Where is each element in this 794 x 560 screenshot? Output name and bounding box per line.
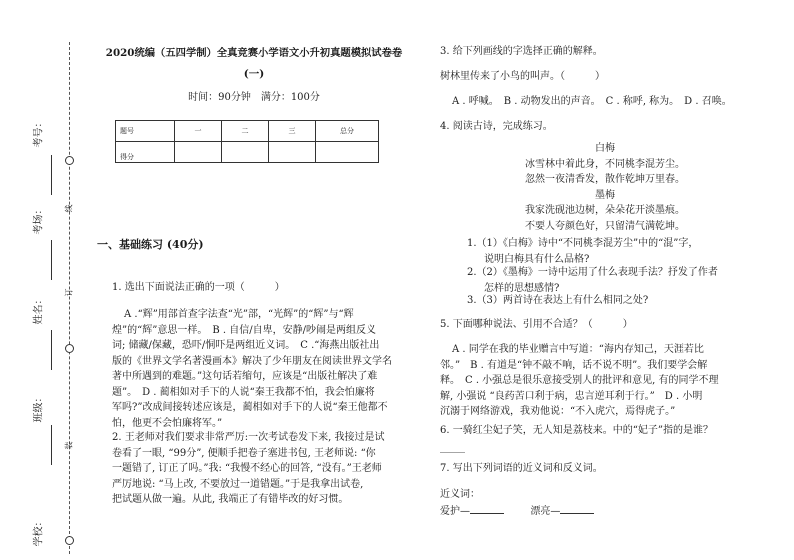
q1-line: 军吗?”改成间接转述应该是，蔺相如对手下的人说“秦王他都不 bbox=[112, 402, 388, 413]
q1-line: A .“辉”用部首查字法查“光”部，“光辉”的“辉”与“辉 bbox=[124, 309, 354, 320]
exam-meta: 时间：90分钟 满分：100分 bbox=[188, 92, 320, 103]
q4-sub-2-line: 2.（2）《墨梅》一诗中运用了什么表现手法？抒发了作者 bbox=[467, 267, 718, 278]
score-header-cell: 题号 bbox=[116, 121, 175, 142]
binding-dashed-line bbox=[69, 42, 70, 554]
binding-mark-ding: 订 bbox=[64, 288, 74, 297]
q5-line: 解, 小强说 “良药苦口利于病，忠言逆耳利于行。” D . 小明 bbox=[440, 390, 703, 402]
q1-stem: 1. 选出下面说法正确的一项（ ） bbox=[112, 282, 285, 293]
q7-word-2: 漂亮— bbox=[530, 506, 561, 517]
q2-line: 一题错了, 订正了吗。”我: “我慢不经心的回答, “没有。”王老师 bbox=[112, 463, 382, 474]
poem-title: 墨梅 bbox=[595, 189, 615, 201]
q7-blank-1[interactable] bbox=[470, 503, 504, 514]
binding-mark-xian: 线 bbox=[64, 204, 74, 213]
q1-line: 词; 储藏/保藏，恐吓/恫吓是两组近义词。 C .“海燕出版社出 bbox=[112, 340, 380, 351]
score-header-cell: 三 bbox=[269, 121, 316, 142]
q7-label: 近义词： bbox=[440, 489, 480, 500]
binding-hole bbox=[65, 156, 74, 165]
q4-stem: 4. 阅读古诗，完成练习。 bbox=[440, 121, 553, 132]
field-banji[interactable] bbox=[51, 425, 52, 465]
field-kaohao[interactable] bbox=[51, 155, 52, 195]
q6-stem: 6. 一骑红尘妃子笑，无人知是荔枝来。中的“妃子”指的是谁？ bbox=[440, 425, 713, 436]
poem-line: 忽然一夜清香发，散作乾坤万里春。 bbox=[525, 174, 685, 185]
q2-line: 把试题从做一遍。从此, 我端正了有错毕改的好习惯。 bbox=[112, 494, 349, 505]
score-cell[interactable] bbox=[222, 142, 269, 163]
score-cell[interactable] bbox=[175, 142, 222, 163]
q1-line: 著中所遇到的难题。”这句话若缩句，应该是“出版社解决了难 bbox=[112, 371, 378, 382]
q5-stem: 5. 下面哪种说法、引用不合适？（ ） bbox=[440, 319, 633, 330]
q2-line: 卷看了一眼, “99分”, 便顺手把卷子塞进书包, 王老师说: “你 bbox=[112, 447, 376, 459]
q1-line: 怕，他更不会怕廉将军。” bbox=[112, 417, 223, 429]
q1-line: 版的《世界文学名著漫画本》解决了少年朋友在阅读世界文学名 bbox=[112, 355, 392, 367]
page-title: 2020统编（五四学制）全真竞赛小学语文小升初真题模拟试卷卷 bbox=[105, 47, 403, 59]
score-table-row bbox=[116, 142, 379, 163]
q5-line: 释。 C . 小强总是很乐意接受别人的批评和意见, 有的同学不理 bbox=[440, 375, 719, 386]
label-xingming: 姓名： bbox=[33, 294, 45, 325]
binding-hole bbox=[65, 536, 74, 545]
q2-block bbox=[112, 430, 422, 508]
q1-line: 煌”的“辉”意思一样。 B . 自信/自卑，安静/吵闹是两组反义 bbox=[112, 324, 376, 336]
q4-sub-3: 3.（3）两首诗在表达上有什么相同之处? bbox=[467, 295, 649, 306]
q5-line: 沉溺于网络游戏，我劝他说：“不入虎穴，焉得虎子。” bbox=[440, 406, 676, 417]
q5-line: 邻。” B . 有道是“钟不敲不响，话不说不明”。我们要学会解 bbox=[440, 359, 708, 371]
label-xuexiao: 学校： bbox=[33, 516, 45, 547]
q3-stem: 3. 给下列画线的字选择正确的解释。 bbox=[440, 46, 603, 57]
score-table bbox=[115, 120, 379, 163]
page-title-sub: (一) bbox=[243, 68, 265, 80]
score-row-label: 得分 bbox=[116, 142, 175, 163]
q7-stem: 7. 写出下列词语的近义词和反义词。 bbox=[440, 463, 603, 474]
q4-sub-1-line: 说明白梅具有什么品格? bbox=[484, 253, 590, 265]
q7-words bbox=[440, 503, 594, 520]
q5-line: A . 同学在我的毕业赠言中写道：“海内存知己，天涯若比 bbox=[452, 344, 704, 355]
q3-sentence: 树林里传来了小鸟的叫声。（ ） bbox=[440, 71, 605, 82]
score-header-cell: 二 bbox=[222, 121, 269, 142]
poem-title: 白梅 bbox=[595, 143, 615, 154]
label-kaochang: 考场： bbox=[33, 204, 45, 235]
poem-line: 冰雪林中着此身，不同桃李混芳尘。 bbox=[525, 158, 685, 170]
score-header-cell: 一 bbox=[175, 121, 222, 142]
field-xingming[interactable] bbox=[51, 330, 52, 370]
q5-options bbox=[440, 342, 770, 420]
q4-sub-1 bbox=[467, 236, 698, 267]
q7-word-1: 爱护— bbox=[440, 506, 470, 517]
q1-options bbox=[112, 307, 422, 431]
score-header-cell: 总分 bbox=[316, 121, 379, 142]
poem-line: 不要人夸颜色好，只留清气满乾坤。 bbox=[525, 220, 685, 232]
score-cell[interactable] bbox=[269, 142, 316, 163]
score-cell[interactable] bbox=[316, 142, 379, 163]
poem-line: 我家洗砚池边树，朵朵花开淡墨痕。 bbox=[525, 205, 685, 216]
field-kaochang[interactable] bbox=[51, 240, 52, 280]
q6-answer-line[interactable]: _____ bbox=[440, 442, 465, 453]
binding-hole bbox=[65, 344, 74, 353]
q2-line: 严厉地说: “马上改, 不要放过一道错题。”于是我拿出试卷, bbox=[112, 478, 364, 490]
label-banji: 班级： bbox=[33, 392, 45, 423]
q4-sub-1-line: 1.（1）《白梅》诗中“不同桃李混芳尘”中的“混”字， bbox=[467, 238, 699, 249]
label-kaohao: 考号： bbox=[33, 117, 45, 148]
poems bbox=[440, 141, 770, 234]
binding-mark-zhuang: 装 bbox=[64, 441, 74, 450]
q2-line: 2. 王老师对我们要求非常严厉:一次考试卷发下来, 我接过是试 bbox=[112, 432, 385, 443]
q7-blank-2[interactable] bbox=[560, 503, 594, 514]
section-heading: 一、基础练习 (40分) bbox=[97, 238, 204, 251]
q4-sub-2-line: 怎样的思想感情? bbox=[484, 282, 560, 294]
score-table-header-row bbox=[116, 121, 379, 142]
q1-line: 题”。 D . 蔺相如对手下的人说“秦王我都不怕，我会怕廉将 bbox=[112, 386, 375, 398]
q4-sub-2 bbox=[467, 265, 718, 296]
q3-options: A . 呼喊。 B . 动物发出的声音。 C . 称呼, 称为。 D . 召唤。 bbox=[452, 96, 732, 107]
